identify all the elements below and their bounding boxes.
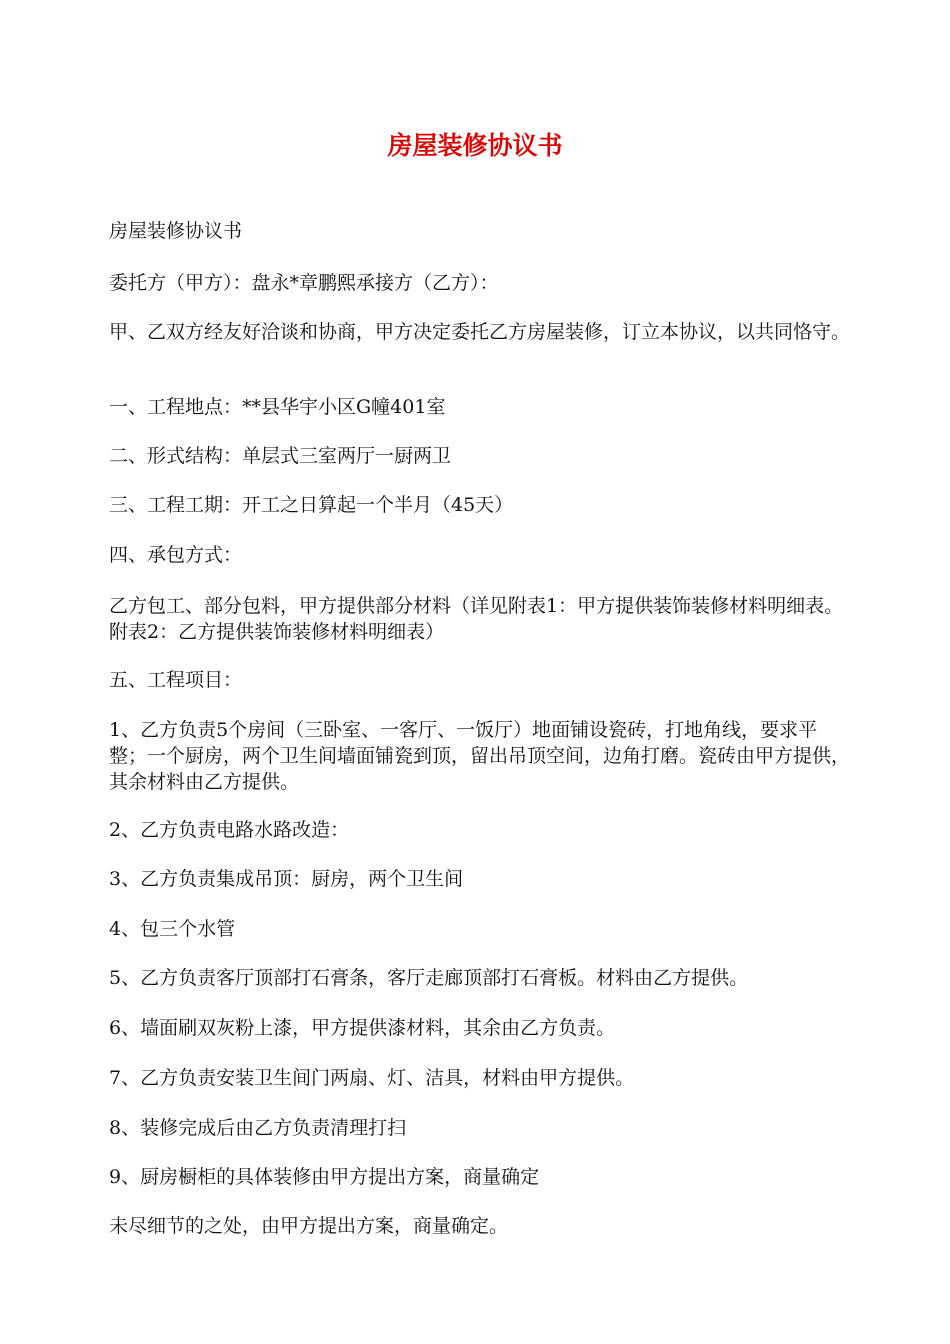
paragraph-item-6: 6、墙面刷双灰粉上漆，甲方提供漆材料，其余由乙方负责。 (109, 1017, 616, 1039)
document-title: 房屋装修协议书 (387, 131, 563, 160)
paragraph-intro: 甲、乙双方经友好洽谈和协商，甲方决定委托乙方房屋装修，订立本协议，以共同恪守。 (109, 321, 851, 343)
paragraph-closing: 未尽细节的之处，由甲方提出方案，商量确定。 (109, 1215, 509, 1237)
paragraph-projects-heading: 五、工程项目： (109, 669, 243, 691)
paragraph-period: 三、工程工期：开工之日算起一个半月（45天） (109, 494, 514, 516)
paragraph-heading: 房屋装修协议书 (109, 220, 243, 242)
paragraph-item-1: 1、乙方负责5个房间（三卧室、一客厅、一饭厅）地面铺设瓷砖，打地角线，要求平整；一个厨房，两个卫生间墙面铺瓷到顶，留出吊顶空间，边角打磨。瓷砖由甲方提供，其余材料由乙方提供。 (109, 719, 851, 793)
paragraph-location: 一、工程地点：**县华宇小区G幢401室 (109, 396, 446, 418)
paragraph-item-3: 3、乙方负责集成吊顶：厨房，两个卫生间 (109, 868, 464, 890)
paragraph-item-8: 8、装修完成后由乙方负责清理打扫 (109, 1117, 407, 1139)
paragraph-item-9: 9、厨房橱柜的具体装修由甲方提出方案，商量确定 (109, 1166, 540, 1188)
paragraph-item-7: 7、乙方负责安装卫生间门两扇、灯、洁具，材料由甲方提供。 (109, 1067, 635, 1089)
paragraph-parties: 委托方（甲方）：盘永*章鹏熙承接方（乙方）： (109, 272, 499, 294)
paragraph-contract-mode: 四、承包方式： (109, 544, 243, 566)
paragraph-item-5: 5、乙方负责客厅顶部打石膏条，客厅走廊顶部打石膏板。材料由乙方提供。 (109, 967, 749, 989)
paragraph-item-4: 4、包三个水管 (109, 918, 236, 940)
paragraph-structure: 二、形式结构：单层式三室两厅一厨两卫 (109, 445, 452, 467)
paragraph-item-2: 2、乙方负责电路水路改造： (109, 819, 350, 841)
paragraph-materials: 乙方包工、部分包料，甲方提供部分材料（详见附表1：甲方提供装饰装修材料明细表。附表2：乙方提供装饰装修材料明细表） (109, 595, 844, 643)
